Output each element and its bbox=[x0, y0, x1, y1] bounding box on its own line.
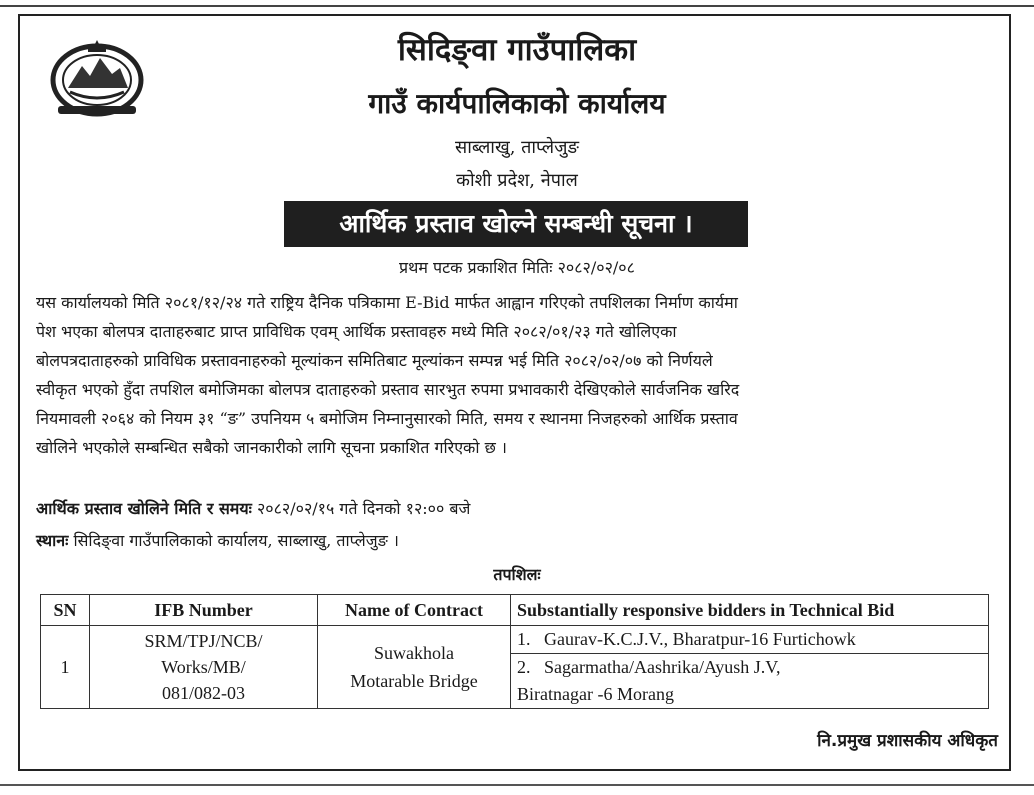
cell-bidder-2 bbox=[511, 654, 989, 709]
cell-sn: 1 bbox=[41, 626, 90, 709]
place-label: स्थानः bbox=[36, 531, 69, 550]
body-line: स्वीकृत भएको हुँदा तपशिल बमोजिमका बोलपत्र दाताहरुको प्रस्ताव सारभुत रुपमा प्रभावकारी देखिएकोले सार्वजनिक खरिद bbox=[36, 380, 740, 399]
opening-value: २०८२/०२/१५ गते दिनको १२:०० बजे bbox=[251, 499, 471, 518]
notice-title: आर्थिक प्रस्ताव खोल्ने सम्बन्धी सूचना । bbox=[284, 201, 748, 247]
ifb-line: SRM/TPJ/NCB/ bbox=[144, 631, 263, 651]
top-rule bbox=[0, 5, 1034, 7]
table-header-row bbox=[41, 595, 989, 626]
office-name: गाउँ कार्यपालिकाको कार्यालय bbox=[368, 87, 666, 120]
body-line: पेश भएका बोलपत्र दाताहरुबाट प्राप्त प्राविधिक एवम् आर्थिक प्रस्तावहरु मध्ये मिति २०८२/०१/२३ गते खोलिएका bbox=[36, 322, 677, 341]
bidder-address: Biratnagar -6 Morang bbox=[517, 684, 674, 704]
table-label: तपशिलः bbox=[493, 565, 541, 584]
place-value: सिदिङ्वा गाउँपालिकाको कार्यालय, साब्लाखु, ताप्लेजुङ । bbox=[68, 531, 399, 550]
header-ifb: IFB Number bbox=[90, 595, 318, 626]
contract-line: Suwakhola bbox=[374, 643, 454, 663]
cell-contract bbox=[318, 626, 511, 709]
contract-line: Motarable Bridge bbox=[350, 671, 478, 691]
cell-bidder-1 bbox=[511, 626, 989, 654]
header-sn: SN bbox=[41, 595, 90, 626]
body-line: यस कार्यालयको मिति २०८१/१२/२४ गते राष्ट्रिय दैनिक पत्रिकामा E-Bid मार्फत आह्वान गरिएको तपशिलका निर्माण कार्यमा bbox=[36, 293, 738, 312]
opening-place bbox=[36, 529, 399, 551]
ifb-line: 081/082-03 bbox=[162, 683, 245, 703]
header-bidders: Substantially responsive bidders in Technical Bid bbox=[511, 595, 989, 626]
body-line: बोलपत्रदाताहरुको प्राविधिक प्रस्तावनाहरुको मूल्यांकन समितिबाट मूल्यांकन सम्पन्न भई मिति २०८२/०२/०७ को निर्णयले bbox=[36, 351, 713, 370]
bidders-table bbox=[40, 594, 989, 709]
body-line: खोलिने भएकोले सम्बन्धित सबैको जानकारीको लागि सूचना प्रकाशित गरिएको छ । bbox=[36, 438, 507, 457]
header-contract: Name of Contract bbox=[318, 595, 511, 626]
bidder-number: 1. bbox=[517, 629, 531, 649]
opening-label: आर्थिक प्रस्ताव खोलिने मिति र समयः bbox=[36, 499, 252, 518]
address-line-2: कोशी प्रदेश, नेपाल bbox=[456, 170, 578, 191]
body-line: नियमावली २०६४ को नियम ३१ “ङ” उपनियम ५ बमोजिम निम्नानुसारको मिति, समय र स्थानमा निजहरुको आर्थिक प्रस्ताव bbox=[36, 409, 738, 428]
bidder-number: 2. bbox=[517, 657, 531, 677]
signature: नि.प्रमुख प्रशासकीय अधिकृत bbox=[817, 731, 998, 751]
municipality-name: सिदिङ्वा गाउँपालिका bbox=[397, 32, 637, 68]
cell-ifb bbox=[90, 626, 318, 709]
bottom-rule bbox=[0, 784, 1034, 786]
published-date: प्रथम पटक प्रकाशित मितिः २०८२/०२/०८ bbox=[399, 258, 635, 277]
opening-datetime bbox=[36, 497, 470, 519]
table-row bbox=[41, 626, 989, 654]
bidder-name: Sagarmatha/Aashrika/Ayush J.V, bbox=[544, 657, 781, 677]
bidder-name: Gaurav-K.C.J.V., Bharatpur-16 Furtichowk bbox=[544, 629, 856, 649]
notice-body bbox=[36, 288, 998, 462]
address-line-1: साब्लाखु, ताप्लेजुङ bbox=[455, 137, 579, 158]
ifb-line: Works/MB/ bbox=[161, 657, 246, 677]
